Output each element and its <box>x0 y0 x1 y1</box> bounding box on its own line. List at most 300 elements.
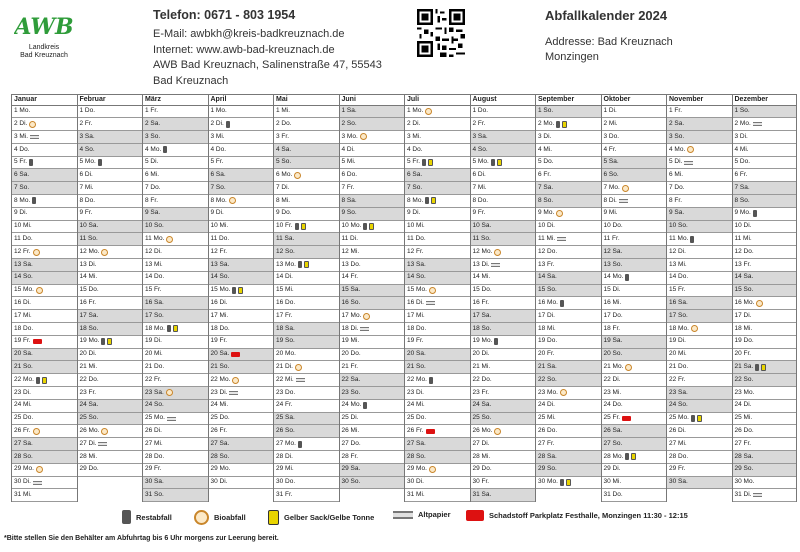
gelber-sack-icon <box>431 197 436 204</box>
day-label: 3 So. <box>669 132 685 140</box>
day-cell <box>340 336 405 349</box>
day-cell <box>471 451 536 464</box>
month-header: September <box>536 95 601 106</box>
restabfall-icon <box>429 377 433 384</box>
day-label: 9 Sa. <box>145 209 161 217</box>
day-cell <box>602 131 667 144</box>
day-cell <box>340 182 405 195</box>
day-cell <box>274 464 339 477</box>
day-cell <box>78 259 143 272</box>
day-label: 25 Mo. <box>145 414 165 422</box>
day-label: 4 Do. <box>210 145 227 153</box>
day-cell <box>405 106 470 119</box>
day-cell <box>602 285 667 298</box>
day-label: 27 Mi. <box>145 439 163 447</box>
day-cell <box>78 169 143 182</box>
day-cell <box>143 157 208 170</box>
day-cell <box>536 106 601 119</box>
day-label: 15 Mo. <box>407 286 427 294</box>
day-cell <box>471 208 536 221</box>
day-cell <box>602 157 667 170</box>
day-cell <box>667 438 732 451</box>
day-label: 3 Mi. <box>14 132 29 140</box>
day-cell <box>471 182 536 195</box>
day-label: 17 Do. <box>603 311 623 319</box>
restabfall-icon <box>560 479 564 486</box>
day-label: 8 Mi. <box>276 196 291 204</box>
day-label: 19 So. <box>276 337 295 345</box>
day-cell <box>274 285 339 298</box>
day-cell <box>667 195 732 208</box>
day-label: 16 Sa. <box>145 299 164 307</box>
day-label: 1 Do. <box>79 107 96 115</box>
day-cell <box>667 477 732 490</box>
day-cell <box>405 285 470 298</box>
day-cell <box>536 387 601 400</box>
day-label: 23 Di. <box>407 388 424 396</box>
schadstoff-truck-icon <box>426 429 435 434</box>
legend-schadstoff <box>466 510 688 521</box>
day-cell <box>667 208 732 221</box>
month-column <box>535 94 601 502</box>
gelber-sack-icon <box>42 377 47 384</box>
day-cell <box>274 208 339 221</box>
day-label: 10 Mo. <box>341 222 362 230</box>
day-label: 6 Fr. <box>538 171 552 179</box>
day-cell <box>602 413 667 426</box>
day-label: 22 So. <box>538 375 557 383</box>
day-label: 26 Sa. <box>603 427 623 435</box>
day-cell <box>12 464 77 477</box>
day-label: 9 Mo. <box>734 209 751 217</box>
day-label: 5 Do. <box>538 158 554 166</box>
day-cell <box>143 425 208 438</box>
day-cell <box>274 118 339 131</box>
day-label: 20 Di. <box>79 350 97 358</box>
day-label: 7 So. <box>407 183 423 191</box>
bioabfall-icon <box>29 121 36 128</box>
day-cell <box>471 131 536 144</box>
day-cell <box>471 477 536 490</box>
day-cell <box>143 131 208 144</box>
restabfall-icon <box>29 159 33 166</box>
day-cell <box>602 489 667 502</box>
day-label: 30 Do. <box>276 478 296 486</box>
day-label: 7 Mo. <box>603 183 620 191</box>
logo-caption-2: Bad Kreuznach <box>20 52 68 59</box>
day-label: 31 Di. <box>734 491 752 499</box>
day-cell <box>340 361 405 374</box>
day-cell <box>602 246 667 259</box>
day-label: 6 Di. <box>79 171 93 179</box>
day-label: 8 Mo. <box>210 196 227 204</box>
day-cell <box>733 425 797 438</box>
altpapier-icon <box>753 493 762 497</box>
day-cell <box>340 425 405 438</box>
altpapier-icon <box>426 301 435 305</box>
day-cell <box>12 451 77 464</box>
day-label: 23 Di. <box>14 388 31 396</box>
day-label: 18 Mo. <box>669 324 689 332</box>
day-label: 16 Do. <box>276 299 296 307</box>
day-label: 17 Mi. <box>210 311 229 319</box>
day-cell <box>143 233 208 246</box>
day-label: 19 Sa. <box>603 337 623 345</box>
day-cell <box>78 182 143 195</box>
day-cell <box>340 413 405 426</box>
day-cell <box>667 259 732 272</box>
day-label: 29 Sa. <box>341 465 361 473</box>
day-cell <box>12 169 77 182</box>
day-label: 15 So. <box>538 286 557 294</box>
day-label: 8 Sa. <box>341 196 357 204</box>
day-cell <box>78 425 143 438</box>
day-cell <box>536 464 601 477</box>
day-label: 26 Fr. <box>14 427 31 435</box>
day-cell <box>340 118 405 131</box>
day-cell <box>471 349 536 362</box>
day-cell <box>405 310 470 323</box>
day-cell <box>667 451 732 464</box>
day-label: 27 So. <box>603 439 623 447</box>
month-header: Juni <box>340 95 405 106</box>
day-label: 6 So. <box>603 171 619 179</box>
day-cell <box>405 400 470 413</box>
month-column <box>273 94 339 502</box>
day-cell <box>274 106 339 119</box>
day-cell <box>340 208 405 221</box>
day-cell <box>733 118 797 131</box>
day-cell <box>471 157 536 170</box>
day-label: 7 Sa. <box>538 183 554 191</box>
day-cell <box>209 169 274 182</box>
day-label: 1 Mo. <box>14 107 31 115</box>
day-cell <box>12 387 77 400</box>
day-label: 13 Sa. <box>210 260 230 268</box>
day-cell <box>536 349 601 362</box>
day-label: 23 Sa. <box>669 388 688 396</box>
day-label: 30 Sa. <box>145 478 164 486</box>
day-label: 14 Do. <box>669 273 689 281</box>
day-label: 5 Do. <box>734 158 751 166</box>
day-label: 10 Mi. <box>407 222 425 230</box>
altpapier-icon <box>167 417 176 421</box>
day-label: 24 Do. <box>603 401 623 409</box>
day-label: 1 Di. <box>603 107 617 115</box>
day-cell <box>405 413 470 426</box>
header <box>0 0 800 92</box>
day-cell <box>143 195 208 208</box>
day-cell <box>274 297 339 310</box>
day-label: 30 Mo. <box>734 478 755 486</box>
day-label: 2 Mo. <box>538 119 555 127</box>
day-cell <box>733 106 797 119</box>
day-cell <box>471 438 536 451</box>
day-cell <box>143 374 208 387</box>
day-cell <box>12 297 77 310</box>
day-cell <box>667 144 732 157</box>
day-label: 5 Mi. <box>341 158 356 166</box>
day-label: 31 Fr. <box>276 491 293 499</box>
day-cell <box>12 233 77 246</box>
day-label: 16 Mo. <box>538 299 558 307</box>
month-column <box>208 94 274 502</box>
day-label: 19 Di. <box>145 337 162 345</box>
schadstoff-truck-icon <box>231 352 240 357</box>
month-column <box>339 94 405 502</box>
day-cell <box>536 157 601 170</box>
day-label: 8 Fr. <box>669 196 683 204</box>
day-label: 21 Sa. <box>538 363 557 371</box>
day-label: 8 Do. <box>79 196 96 204</box>
day-label: 5 Sa. <box>603 158 619 166</box>
day-cell <box>405 233 470 246</box>
day-label: 3 Mi. <box>210 132 225 140</box>
day-cell <box>405 182 470 195</box>
month-header: Juli <box>405 95 470 106</box>
day-cell <box>471 259 536 272</box>
day-cell <box>78 361 143 374</box>
day-label: 22 Di. <box>603 375 621 383</box>
day-cell <box>143 361 208 374</box>
gelber-sack-icon <box>562 121 567 128</box>
day-cell <box>733 246 797 259</box>
day-cell <box>733 157 797 170</box>
day-cell <box>143 221 208 234</box>
day-cell <box>274 349 339 362</box>
day-label: 19 Mo. <box>79 337 100 345</box>
day-cell <box>209 361 274 374</box>
day-label: 11 Mo. <box>669 235 689 243</box>
day-label: 13 Di. <box>79 260 97 268</box>
day-label: 16 Fr. <box>472 299 490 307</box>
day-label: 26 So. <box>276 427 295 435</box>
day-cell <box>78 246 143 259</box>
day-cell <box>143 464 208 477</box>
day-label: 2 Mi. <box>603 119 618 127</box>
day-cell <box>340 272 405 285</box>
day-cell <box>536 361 601 374</box>
day-cell <box>209 118 274 131</box>
day-label: 14 Sa. <box>734 273 754 281</box>
day-cell <box>733 195 797 208</box>
day-cell <box>340 169 405 182</box>
day-label: 27 Sa. <box>210 439 230 447</box>
bioabfall-icon <box>360 133 367 140</box>
day-label: 29 Mo. <box>14 465 34 473</box>
day-label: 18 Fr. <box>603 324 621 332</box>
logo-caption-1: Landkreis <box>28 44 60 51</box>
day-label: 15 Fr. <box>145 286 162 294</box>
day-cell <box>209 374 274 387</box>
day-label: 12 Mi. <box>341 247 360 255</box>
day-label: 1 So. <box>734 107 750 115</box>
day-label: 16 Mi. <box>603 299 622 307</box>
restabfall-icon <box>32 197 36 204</box>
day-cell <box>78 131 143 144</box>
day-label: 2 Di. <box>14 119 28 127</box>
day-label: 25 Mi. <box>538 414 556 422</box>
day-label: 16 Di. <box>407 299 424 307</box>
restabfall-icon <box>295 223 299 230</box>
day-label: 12 Mo. <box>472 247 493 255</box>
day-cell <box>733 233 797 246</box>
day-label: 27 Fr. <box>538 439 555 447</box>
day-cell <box>733 323 797 336</box>
day-label: 8 Mo. <box>407 196 424 204</box>
day-label: 26 Mo. <box>79 427 100 435</box>
day-label: 20 Sa. <box>407 350 426 358</box>
day-label: 20 Fr. <box>734 350 752 358</box>
day-label: 15 Fr. <box>669 286 686 294</box>
day-cell <box>471 425 536 438</box>
day-label: 23 So. <box>341 388 361 396</box>
day-cell <box>12 477 77 490</box>
day-cell <box>12 336 77 349</box>
day-cell <box>12 425 77 438</box>
day-cell <box>209 272 274 285</box>
day-cell <box>733 221 797 234</box>
day-cell <box>602 182 667 195</box>
day-label: 1 Mo. <box>210 107 227 115</box>
address-line-1: AWB Bad Kreuznach, Salinenstraße 47, 55543 <box>153 59 382 71</box>
day-cell <box>405 118 470 131</box>
day-label: 4 Fr. <box>603 145 617 153</box>
day-label: 26 Di. <box>669 427 686 435</box>
day-label: 22 Sa. <box>341 375 361 383</box>
day-label: 11 Mi. <box>734 235 752 243</box>
day-cell <box>405 425 470 438</box>
day-cell <box>405 169 470 182</box>
day-cell <box>667 272 732 285</box>
day-cell <box>405 272 470 285</box>
legend-restabfall <box>122 510 172 524</box>
day-label: 1 So. <box>538 107 554 115</box>
day-cell <box>667 323 732 336</box>
day-label: 4 Mo. <box>145 145 162 153</box>
empty-day-cell <box>536 489 601 502</box>
day-label: 26 Di. <box>145 427 162 435</box>
day-cell <box>733 144 797 157</box>
day-label: 6 Mo. <box>276 171 293 179</box>
day-label: 11 Do. <box>407 235 426 243</box>
day-cell <box>733 464 797 477</box>
day-label: 24 So. <box>145 401 164 409</box>
gelber-sack-icon <box>761 364 766 371</box>
day-cell <box>536 195 601 208</box>
bioabfall-icon <box>229 197 236 204</box>
day-label: 9 Di. <box>210 209 224 217</box>
day-cell <box>602 208 667 221</box>
day-label: 21 Mi. <box>79 363 98 371</box>
day-cell <box>602 464 667 477</box>
day-cell <box>274 413 339 426</box>
day-cell <box>209 208 274 221</box>
day-label: 25 Di. <box>341 414 359 422</box>
restabfall-icon <box>363 223 367 230</box>
day-cell <box>602 221 667 234</box>
day-cell <box>209 157 274 170</box>
day-cell <box>405 477 470 490</box>
day-label: 24 Sa. <box>472 401 492 409</box>
bioabfall-icon <box>756 300 763 307</box>
day-label: 10 Sa. <box>472 222 492 230</box>
day-cell <box>733 272 797 285</box>
day-cell <box>12 118 77 131</box>
day-label: 28 So. <box>210 452 230 460</box>
day-cell <box>602 336 667 349</box>
day-cell <box>405 221 470 234</box>
day-cell <box>405 208 470 221</box>
day-label: 11 Sa. <box>276 235 295 243</box>
bioabfall-icon <box>425 108 432 115</box>
addresse-line-1: Addresse: Bad Kreuznach <box>545 36 673 48</box>
day-cell <box>536 400 601 413</box>
day-cell <box>471 387 536 400</box>
day-cell <box>733 361 797 374</box>
restabfall-icon <box>691 415 695 422</box>
day-cell <box>733 387 797 400</box>
day-label: 6 Do. <box>341 171 358 179</box>
month-header: April <box>209 95 274 106</box>
day-label: 26 Fr. <box>407 427 424 435</box>
day-cell <box>78 387 143 400</box>
day-label: 9 Fr. <box>79 209 93 217</box>
day-label: 15 So. <box>734 286 754 294</box>
day-cell <box>733 297 797 310</box>
day-label: 18 Di. <box>341 324 359 332</box>
day-cell <box>78 157 143 170</box>
day-label: 17 Mi. <box>14 311 32 319</box>
day-cell <box>667 169 732 182</box>
day-label: 1 Mi. <box>276 107 291 115</box>
day-cell <box>78 413 143 426</box>
calendar-title: Abfallkalender 2024 <box>545 8 668 23</box>
month-column <box>77 94 143 502</box>
day-cell <box>209 425 274 438</box>
day-label: 30 Di. <box>407 478 424 486</box>
day-label: 26 Fr. <box>210 427 228 435</box>
day-cell <box>274 374 339 387</box>
day-cell <box>667 310 732 323</box>
restabfall-icon <box>556 121 560 128</box>
day-label: 27 Sa. <box>14 439 33 447</box>
gelber-sack-icon <box>173 325 178 332</box>
day-label: 14 Sa. <box>538 273 557 281</box>
qr-code <box>417 9 465 57</box>
day-cell <box>143 246 208 259</box>
day-cell <box>78 464 143 477</box>
day-label: 20 So. <box>603 350 623 358</box>
day-cell <box>667 221 732 234</box>
day-label: 17 Mi. <box>407 311 425 319</box>
bioabfall-icon <box>36 287 43 294</box>
restabfall-icon <box>98 159 102 166</box>
day-cell <box>471 272 536 285</box>
day-label: 4 Mo. <box>669 145 686 153</box>
day-cell <box>471 106 536 119</box>
addresse-line-2: Monzingen <box>545 51 599 63</box>
day-label: 13 Sa. <box>407 260 426 268</box>
day-cell <box>274 323 339 336</box>
day-label: 3 Fr. <box>276 132 290 140</box>
day-cell <box>78 208 143 221</box>
day-cell <box>471 285 536 298</box>
bioabfall-icon <box>429 466 436 473</box>
bioabfall-icon <box>560 389 567 396</box>
day-label: 7 Mi. <box>472 183 487 191</box>
day-cell <box>143 169 208 182</box>
